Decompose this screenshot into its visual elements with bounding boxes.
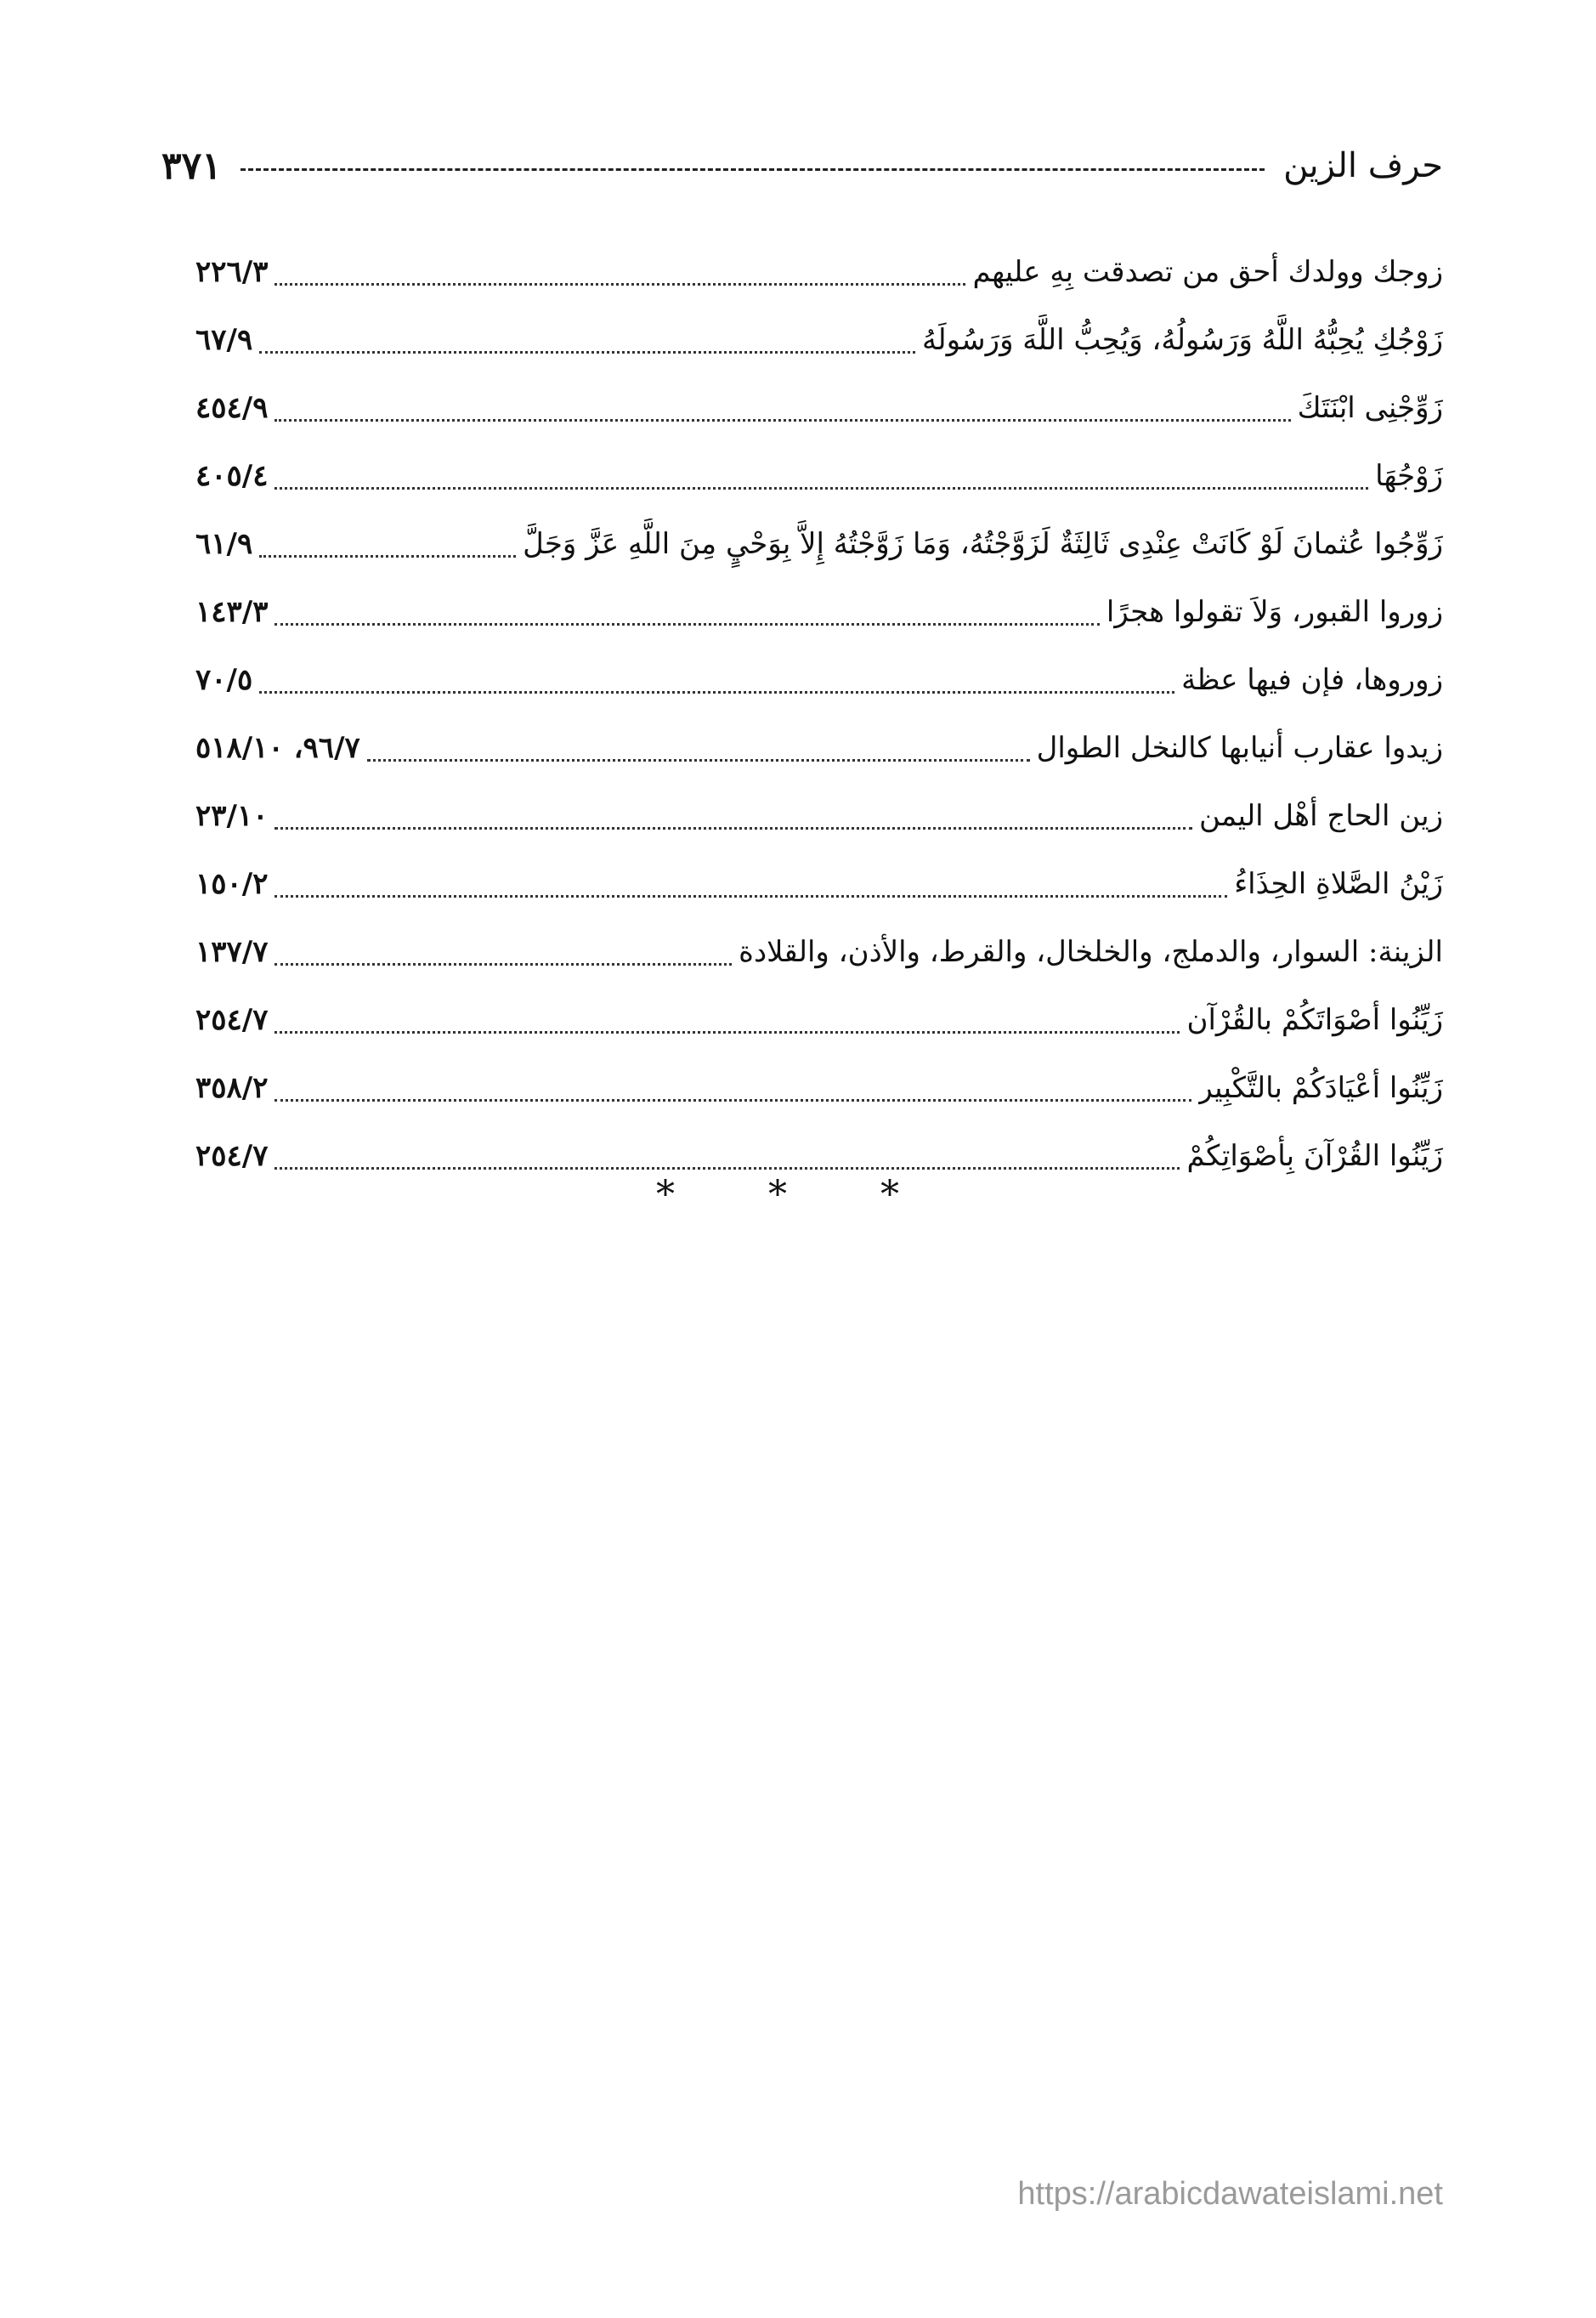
entry-text: زوروا القبور، وَلاَ تقولوا هجرًا <box>1106 595 1443 629</box>
entry-text: زين الحاج أهْل اليمن <box>1199 799 1443 833</box>
index-entry <box>195 1046 1443 1114</box>
index-entry <box>195 774 1443 842</box>
dot-leader <box>274 1167 1180 1170</box>
dot-leader <box>274 895 1227 898</box>
dot-leader <box>274 1031 1180 1034</box>
index-entry <box>195 638 1443 706</box>
index-entry <box>195 978 1443 1046</box>
entry-text: الزينة: السوار، والدملج، والخلخال، والقرط، والأذن، والقلادة <box>739 935 1443 969</box>
entry-reference: ٤٠٥/٤ <box>195 459 269 493</box>
index-entry <box>195 502 1443 570</box>
entry-reference: ٧٠/٥ <box>195 663 253 697</box>
index-entries <box>195 230 1443 1182</box>
dot-leader <box>274 419 1290 422</box>
source-watermark: https://arabicdawateislami.net <box>1017 2176 1443 2212</box>
entry-text: زوروها، فإن فيها عظة <box>1181 663 1443 697</box>
entry-text: زَيْنُ الصَّلاةِ الحِذَاءُ <box>1234 867 1443 901</box>
dot-leader <box>367 759 1030 762</box>
dot-leader <box>274 827 1192 830</box>
entry-reference: ٢٥٤/٧ <box>195 1003 269 1037</box>
entry-text: زوجك وولدك أحق من تصدقت بِهِ عليهم <box>972 255 1443 289</box>
entry-reference: ١٣٧/٧ <box>195 935 269 969</box>
index-entry <box>195 434 1443 502</box>
header-rule <box>241 168 1265 171</box>
entry-reference: ٦١/٩ <box>195 527 253 561</box>
dot-leader <box>259 351 915 354</box>
chapter-title: حرف الزين <box>1283 146 1443 185</box>
section-separator: * * * <box>656 1173 940 1216</box>
entry-reference: ٦٧/٩ <box>195 323 253 357</box>
entry-reference: ٢٣/١٠ <box>195 799 269 833</box>
entry-text: زَوِّجُوا عُثمانَ لَوْ كَانَتْ عِنْدِى ثَالِثَةٌ لَزَوَّجْتُهُ، وَمَا زَوَّجْتُهُ إِلاَّ بِوَحْيٍ مِنَ اللَّهِ عَزَّ وَجَلَّ <box>523 527 1443 561</box>
index-entry <box>195 706 1443 774</box>
dot-leader <box>274 1099 1191 1102</box>
index-entry <box>195 570 1443 638</box>
index-entry <box>195 910 1443 978</box>
entry-text: زَوْجُكِ يُحِبُّهُ اللَّهُ وَرَسُولُهُ، وَيُحِبُّ اللَّهَ وَرَسُولَهُ <box>922 323 1443 357</box>
entry-text: زَوِّجْنِى ابْنَتَكَ <box>1297 391 1443 425</box>
dot-leader <box>259 555 516 558</box>
index-entry <box>195 366 1443 434</box>
entry-reference: ١٥٠/٢ <box>195 867 269 901</box>
entry-reference: ٤٥٤/٩ <box>195 391 269 425</box>
page-header <box>161 136 1443 196</box>
entry-text: زَيِّنُوا أصْوَاتَكُمْ بالقُرْآن <box>1186 1003 1443 1037</box>
page-number: ٣٧١ <box>161 144 222 188</box>
dot-leader <box>259 691 1174 694</box>
entry-reference: ٢٢٦/٣ <box>195 255 269 289</box>
index-entry <box>195 1114 1443 1182</box>
dot-leader <box>274 487 1368 490</box>
index-entry <box>195 842 1443 910</box>
entry-text: زَيِّنُوا القُرْآنَ بِأصْوَاتِكُمْ <box>1186 1139 1443 1173</box>
entry-reference: ٣٥٨/٢ <box>195 1071 269 1105</box>
entry-reference: ٩٦/٧، ٥١٨/١٠ <box>195 731 360 765</box>
entry-text: زيدوا عقارب أنيابها كالنخل الطوال <box>1036 731 1443 765</box>
index-entry <box>195 230 1443 298</box>
entry-reference: ٢٥٤/٧ <box>195 1139 269 1173</box>
entry-text: زَيِّنُوا أعْيَادَكُمْ بالتَّكْبِير <box>1198 1071 1443 1105</box>
entry-text: زَوْجُهَا <box>1375 459 1443 493</box>
entry-reference: ١٤٣/٣ <box>195 595 269 629</box>
dot-leader <box>274 623 1099 626</box>
index-entry <box>195 298 1443 366</box>
dot-leader <box>274 283 965 286</box>
dot-leader <box>274 963 732 966</box>
